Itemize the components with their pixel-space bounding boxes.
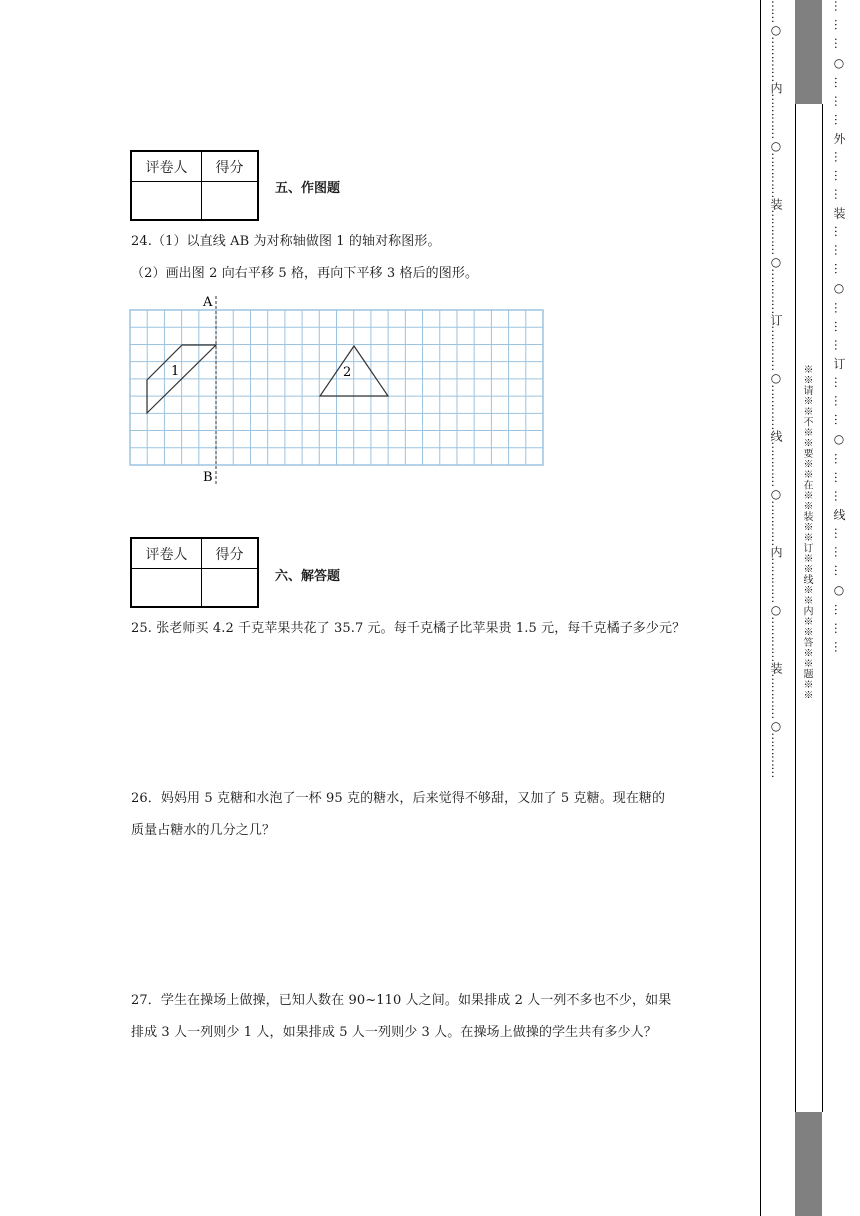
score-cell <box>202 182 259 221</box>
outer-seal-line: … … … ○ … … … 外 … … … 装 … … … ○ … … … 订 … … … ○ … … … 线 … … … ○ … … … <box>832 0 846 655</box>
shape-2-label: 2 <box>343 365 352 380</box>
grader-header: 评卷人 <box>131 151 202 182</box>
grid-figure <box>125 290 550 490</box>
score-table-section5 <box>130 150 259 221</box>
grader-header: 评卷人 <box>131 538 202 569</box>
answer-warning: ※※请※※不※※要※※在※※装※※订※※线※※内※※答※※题※※ <box>801 364 812 700</box>
question-27-line1: 27．学生在操场上做操，已知人数在 90~110 人之间。如果排成 2 人一列不多也不少，如果 <box>131 993 672 1008</box>
section-title: 六、解答题 <box>275 569 341 584</box>
grader-cell <box>131 182 202 221</box>
grid-lines <box>130 310 543 465</box>
question-26-line2: 质量占糖水的几分之几？ <box>131 823 276 838</box>
label-a: A <box>203 295 213 310</box>
section-title: 五、作图题 <box>275 181 341 196</box>
question-24-line2: （2）画出图 2 向右平移 5 格，再向下平移 3 格后的图形。 <box>131 266 479 281</box>
score-table-section6 <box>130 537 259 608</box>
question-27-line2: 排成 3 人一列则少 1 人，如果排成 5 人一列则少 3 人。在操场上做操的学生共有多少人？ <box>131 1025 657 1040</box>
question-26-line1: 26．妈妈用 5 克糖和水泡了一杯 95 克的糖水，后来觉得不够甜，又加了 5 克糖。现在糖的 <box>131 791 666 806</box>
gray-bar-top <box>795 0 822 104</box>
inner-seal-line: ……○…………内…………○…………装…………○…………订…………○…………线…………○…………内…………○…………装…………○………… <box>769 0 783 778</box>
label-b: B <box>203 470 213 485</box>
binding-border-left <box>760 0 761 1216</box>
score-cell <box>202 569 259 608</box>
score-header: 得分 <box>202 151 259 182</box>
question-25: 25. 张老师买 4.2 千克苹果共花了 35.7 元。每千克橘子比苹果贵 1.5 元，每千克橘子多少元？ <box>131 621 686 636</box>
shape-1-label: 1 <box>171 364 180 379</box>
grader-cell <box>131 569 202 608</box>
question-24-line1: 24.（1）以直线 AB 为对称轴做图 1 的轴对称图形。 <box>131 234 441 249</box>
gray-bar-bottom <box>795 1112 822 1216</box>
score-header: 得分 <box>202 538 259 569</box>
